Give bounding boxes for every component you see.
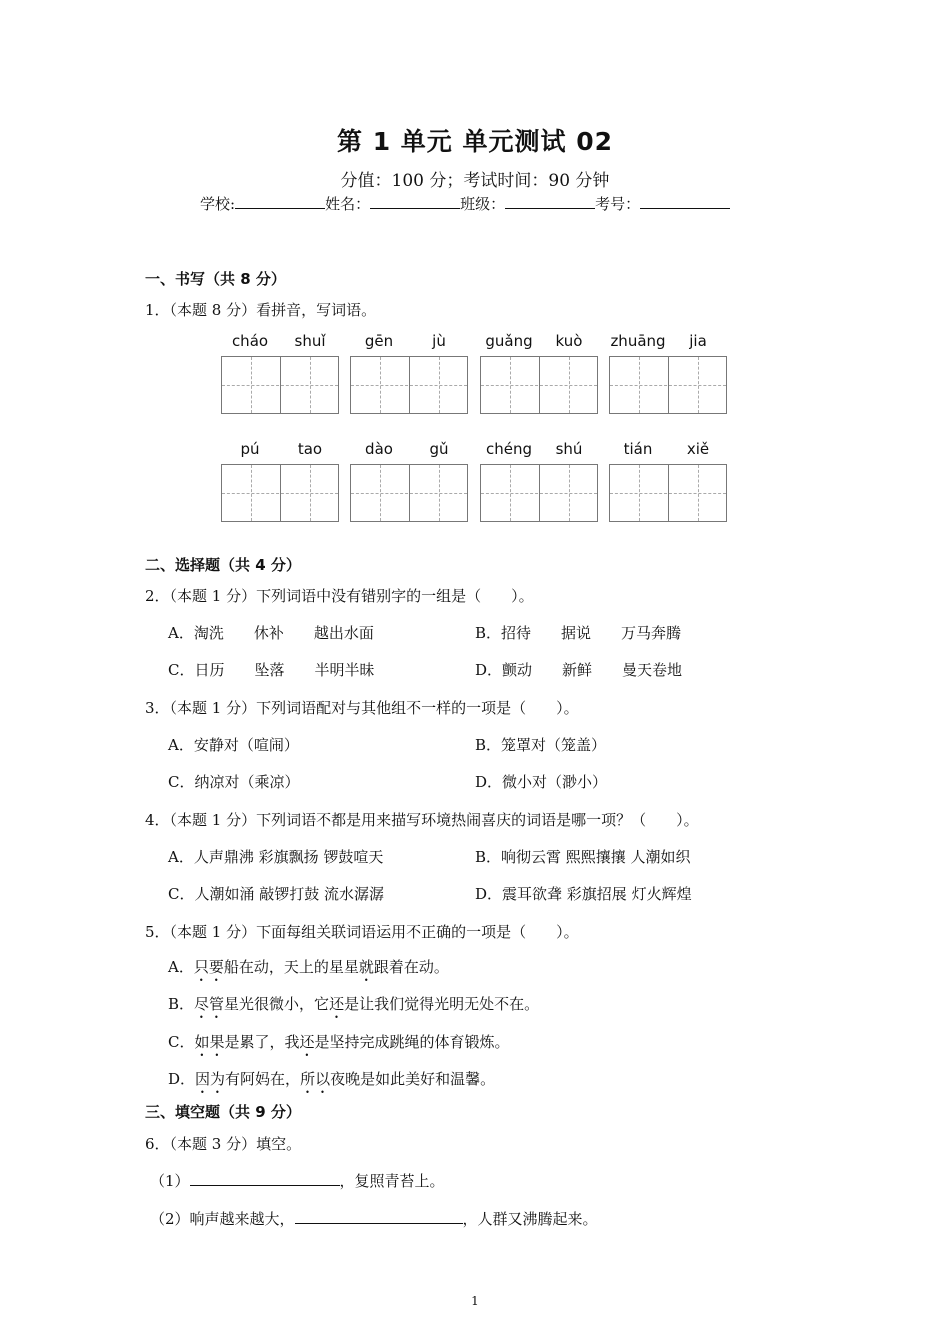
writing-box[interactable]	[609, 464, 727, 522]
fill-item-1	[150, 1170, 445, 1191]
name-label: 姓名：	[325, 195, 371, 213]
pinyin-label: dào	[365, 440, 393, 458]
option-d[interactable]: D．颤动 新鲜 曼天卷地	[475, 661, 683, 679]
conjunction-word: 就	[358, 958, 374, 976]
conjunction-word: 因为	[195, 1070, 226, 1088]
option-a[interactable]: A．人声鼎沸 彩旗飘扬 锣鼓喧天	[168, 848, 384, 866]
option-a[interactable]	[168, 956, 449, 985]
pinyin-label: jia	[689, 332, 707, 350]
option-b[interactable]: B．笼罩对（笼盖）	[475, 736, 607, 754]
option-text: 是让我们觉得光明无处不在。	[344, 995, 540, 1013]
fill-item-prefix: （2）响声越来越大，	[150, 1210, 295, 1228]
option-b[interactable]	[168, 993, 539, 1022]
option-text: 有阿妈在，	[225, 1070, 301, 1088]
question-3: 3．（本题 1 分）下列词语配对与其他组不一样的一项是（ ）。	[145, 699, 579, 717]
fill-item-suffix: ，复照青苔上。	[339, 1172, 445, 1190]
name-field[interactable]	[370, 194, 460, 209]
page-number: 1	[471, 1294, 479, 1308]
question-4: 4．（本题 1 分）下列词语不都是用来描写环境热闹喜庆的词语是哪一项？（ ）。	[145, 811, 699, 829]
answer-blank[interactable]	[190, 1171, 340, 1186]
conjunction-word: 所以	[300, 1070, 331, 1088]
writing-box[interactable]	[221, 356, 339, 414]
section-heading-writing: 一、书写（共 8 分）	[145, 270, 286, 288]
pinyin-label: tián	[623, 440, 653, 458]
pinyin-label: guǎng	[485, 332, 533, 350]
conjunction-word: 尽管	[194, 995, 225, 1013]
conjunction-word: 还	[329, 995, 345, 1013]
exam-meta: 分值：100 分；考试时间：90 分钟	[340, 171, 610, 191]
writing-box[interactable]	[221, 464, 339, 522]
option-letter: A．	[168, 958, 194, 976]
option-text: 是累了，我	[224, 1033, 300, 1051]
page-title: 第 1 单元 单元测试 02	[336, 127, 613, 156]
option-c[interactable]: C．日历 坠落 半明半昧	[168, 661, 375, 679]
option-a[interactable]: A．淘洗 休补 越出水面	[168, 624, 374, 642]
option-text: 夜晚是如此美好和温馨。	[330, 1070, 496, 1088]
option-b[interactable]: B．响彻云霄 熙熙攘攘 人潮如织	[475, 848, 691, 866]
fill-item-2	[150, 1208, 598, 1229]
pinyin-label: xiě	[686, 440, 710, 458]
class-label: 班级：	[460, 195, 506, 213]
option-c[interactable]: C．人潮如涌 敲锣打鼓 流水潺潺	[168, 885, 385, 903]
writing-box[interactable]	[609, 356, 727, 414]
question-1: 1．（本题 8 分）看拼音，写词语。	[145, 301, 377, 319]
student-info-line	[200, 193, 730, 214]
option-text: 跟着在动。	[373, 958, 449, 976]
writing-box[interactable]	[350, 464, 468, 522]
pinyin-label: zhuāng	[610, 332, 666, 350]
option-text: 是坚持完成跳绳的体育锻炼。	[314, 1033, 510, 1051]
number-label: 考号：	[595, 195, 641, 213]
option-text: 船在动，天上的星星	[223, 958, 359, 976]
option-d[interactable]: D．微小对（渺小）	[475, 773, 608, 791]
writing-box[interactable]	[480, 464, 598, 522]
option-text: 星光很微小，它	[224, 995, 330, 1013]
school-field[interactable]	[235, 194, 325, 209]
pinyin-label: shú	[555, 440, 583, 458]
pinyin-label: shuǐ	[294, 332, 326, 350]
option-c[interactable]	[168, 1031, 510, 1060]
option-d[interactable]: D．震耳欲聋 彩旗招展 灯火辉煌	[475, 885, 692, 903]
school-label: 学校:	[200, 195, 236, 213]
option-b[interactable]: B．招待 据说 万马奔腾	[475, 624, 682, 642]
conjunction-word: 还	[299, 1033, 315, 1051]
question-5: 5．（本题 1 分）下面每组关联词语运用不正确的一项是（ ）。	[145, 923, 579, 941]
pinyin-label: chéng	[485, 440, 532, 458]
question-6: 6．（本题 3 分）填空。	[145, 1135, 302, 1153]
pinyin-label: jù	[432, 332, 446, 350]
fill-item-suffix: ，人群又沸腾起来。	[462, 1210, 598, 1228]
number-field[interactable]	[640, 194, 730, 209]
pinyin-label: gǔ	[429, 440, 449, 458]
answer-blank[interactable]	[295, 1209, 463, 1224]
option-letter: B．	[168, 995, 195, 1013]
pinyin-label: kuò	[555, 332, 583, 350]
option-letter: C．	[168, 1033, 195, 1051]
pinyin-label: gēn	[364, 332, 394, 350]
pinyin-label: tao	[297, 440, 323, 458]
option-a[interactable]: A．安静对（喧闹）	[168, 736, 299, 754]
question-2: 2．（本题 1 分）下列词语中没有错别字的一组是（ ）。	[145, 587, 534, 605]
option-letter: D．	[168, 1070, 196, 1088]
conjunction-word: 如果	[194, 1033, 225, 1051]
option-d[interactable]	[168, 1068, 495, 1097]
class-field[interactable]	[505, 194, 595, 209]
fill-item-prefix: （1）	[150, 1172, 190, 1190]
writing-box[interactable]	[350, 356, 468, 414]
pinyin-label: pú	[240, 440, 260, 458]
option-c[interactable]: C．纳凉对（乘凉）	[168, 773, 300, 791]
conjunction-word: 只要	[193, 958, 224, 976]
pinyin-label: cháo	[231, 332, 269, 350]
writing-box[interactable]	[480, 356, 598, 414]
section-heading-choice: 二、选择题（共 4 分）	[145, 556, 301, 574]
section-heading-fill: 三、填空题（共 9 分）	[145, 1103, 301, 1121]
